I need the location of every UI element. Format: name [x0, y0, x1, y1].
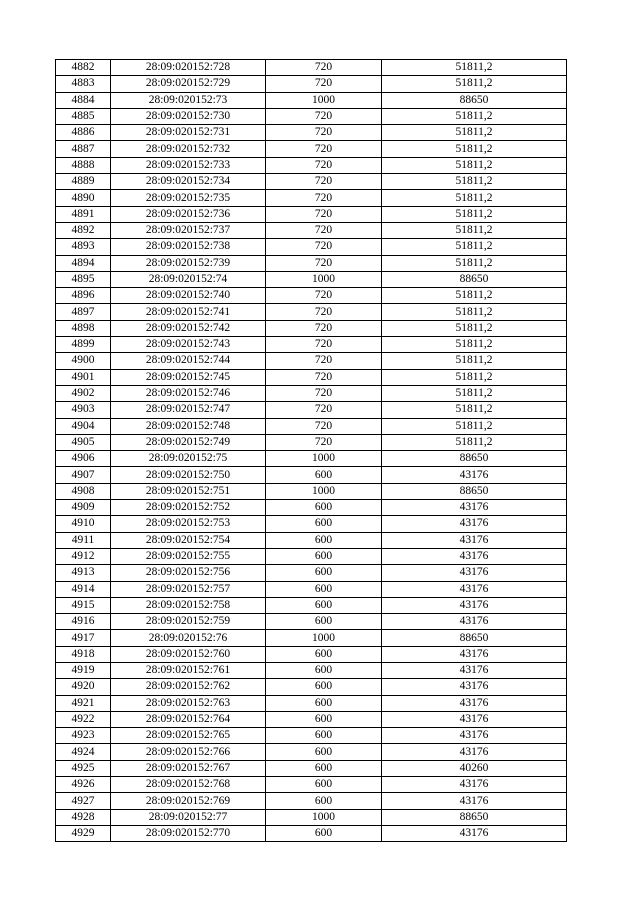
value-cell: 51811,2 [382, 418, 567, 434]
row-number-cell: 4891 [56, 206, 111, 222]
cadastral-number-cell: 28:09:020152:740 [111, 288, 266, 304]
cadastral-number-cell: 28:09:020152:747 [111, 402, 266, 418]
table-row [56, 320, 567, 336]
value-cell: 51811,2 [382, 434, 567, 450]
row-number-cell: 4903 [56, 402, 111, 418]
value-cell: 43176 [382, 500, 567, 516]
cadastral-number-cell: 28:09:020152:756 [111, 565, 266, 581]
row-number-cell: 4890 [56, 190, 111, 206]
table-row [56, 760, 567, 776]
table-row [56, 239, 567, 255]
table-row [56, 809, 567, 825]
cadastral-number-cell: 28:09:020152:751 [111, 483, 266, 499]
area-cell: 600 [266, 825, 382, 841]
cadastral-number-cell: 28:09:020152:759 [111, 614, 266, 630]
row-number-cell: 4914 [56, 581, 111, 597]
parcel-table [55, 59, 567, 842]
cadastral-number-cell: 28:09:020152:742 [111, 320, 266, 336]
cadastral-number-cell: 28:09:020152:766 [111, 744, 266, 760]
row-number-cell: 4919 [56, 662, 111, 678]
table-row [56, 777, 567, 793]
cadastral-number-cell: 28:09:020152:76 [111, 630, 266, 646]
value-cell: 51811,2 [382, 190, 567, 206]
value-cell: 51811,2 [382, 157, 567, 173]
value-cell: 43176 [382, 711, 567, 727]
cadastral-number-cell: 28:09:020152:728 [111, 60, 266, 76]
area-cell: 720 [266, 157, 382, 173]
row-number-cell: 4889 [56, 174, 111, 190]
area-cell: 600 [266, 777, 382, 793]
area-cell: 600 [266, 467, 382, 483]
area-cell: 720 [266, 369, 382, 385]
cadastral-number-cell: 28:09:020152:745 [111, 369, 266, 385]
area-cell: 600 [266, 565, 382, 581]
cadastral-number-cell: 28:09:020152:734 [111, 174, 266, 190]
table-row [56, 565, 567, 581]
area-cell: 1000 [266, 483, 382, 499]
area-cell: 600 [266, 646, 382, 662]
cadastral-number-cell: 28:09:020152:733 [111, 157, 266, 173]
table-row [56, 125, 567, 141]
table-row [56, 679, 567, 695]
cadastral-number-cell: 28:09:020152:757 [111, 581, 266, 597]
area-cell: 720 [266, 141, 382, 157]
cadastral-number-cell: 28:09:020152:77 [111, 809, 266, 825]
area-cell: 600 [266, 711, 382, 727]
table-row [56, 467, 567, 483]
value-cell: 88650 [382, 630, 567, 646]
row-number-cell: 4922 [56, 711, 111, 727]
table-row [56, 711, 567, 727]
row-number-cell: 4887 [56, 141, 111, 157]
row-number-cell: 4888 [56, 157, 111, 173]
row-number-cell: 4921 [56, 695, 111, 711]
area-cell: 600 [266, 793, 382, 809]
value-cell: 51811,2 [382, 60, 567, 76]
row-number-cell: 4928 [56, 809, 111, 825]
table-row [56, 597, 567, 613]
value-cell: 51811,2 [382, 125, 567, 141]
cadastral-number-cell: 28:09:020152:741 [111, 304, 266, 320]
area-cell: 1000 [266, 630, 382, 646]
row-number-cell: 4901 [56, 369, 111, 385]
row-number-cell: 4912 [56, 548, 111, 564]
row-number-cell: 4882 [56, 60, 111, 76]
area-cell: 600 [266, 679, 382, 695]
area-cell: 600 [266, 597, 382, 613]
value-cell: 51811,2 [382, 206, 567, 222]
area-cell: 720 [266, 239, 382, 255]
table-row [56, 548, 567, 564]
area-cell: 720 [266, 190, 382, 206]
value-cell: 43176 [382, 516, 567, 532]
row-number-cell: 4896 [56, 288, 111, 304]
area-cell: 720 [266, 320, 382, 336]
row-number-cell: 4924 [56, 744, 111, 760]
row-number-cell: 4908 [56, 483, 111, 499]
cadastral-number-cell: 28:09:020152:74 [111, 271, 266, 287]
table-row [56, 76, 567, 92]
table-row [56, 255, 567, 271]
value-cell: 88650 [382, 271, 567, 287]
value-cell: 51811,2 [382, 174, 567, 190]
area-cell: 720 [266, 304, 382, 320]
table-row [56, 646, 567, 662]
row-number-cell: 4904 [56, 418, 111, 434]
area-cell: 1000 [266, 271, 382, 287]
table-row [56, 793, 567, 809]
value-cell: 43176 [382, 548, 567, 564]
row-number-cell: 4929 [56, 825, 111, 841]
table-row [56, 288, 567, 304]
cadastral-number-cell: 28:09:020152:750 [111, 467, 266, 483]
cadastral-number-cell: 28:09:020152:744 [111, 353, 266, 369]
table-row [56, 532, 567, 548]
value-cell: 51811,2 [382, 337, 567, 353]
value-cell: 51811,2 [382, 402, 567, 418]
value-cell: 51811,2 [382, 369, 567, 385]
row-number-cell: 4897 [56, 304, 111, 320]
row-number-cell: 4898 [56, 320, 111, 336]
table-row [56, 141, 567, 157]
cadastral-number-cell: 28:09:020152:731 [111, 125, 266, 141]
area-cell: 600 [266, 532, 382, 548]
area-cell: 720 [266, 108, 382, 124]
value-cell: 43176 [382, 695, 567, 711]
table-row [56, 157, 567, 173]
table-row [56, 369, 567, 385]
area-cell: 720 [266, 206, 382, 222]
value-cell: 51811,2 [382, 353, 567, 369]
value-cell: 43176 [382, 662, 567, 678]
cadastral-number-cell: 28:09:020152:754 [111, 532, 266, 548]
row-number-cell: 4910 [56, 516, 111, 532]
row-number-cell: 4892 [56, 222, 111, 238]
table-row [56, 630, 567, 646]
value-cell: 43176 [382, 614, 567, 630]
table-row [56, 108, 567, 124]
area-cell: 720 [266, 288, 382, 304]
row-number-cell: 4899 [56, 337, 111, 353]
area-cell: 720 [266, 255, 382, 271]
row-number-cell: 4917 [56, 630, 111, 646]
area-cell: 600 [266, 581, 382, 597]
table-row [56, 304, 567, 320]
value-cell: 88650 [382, 483, 567, 499]
value-cell: 43176 [382, 581, 567, 597]
cadastral-number-cell: 28:09:020152:765 [111, 728, 266, 744]
table-row [56, 190, 567, 206]
value-cell: 51811,2 [382, 385, 567, 401]
value-cell: 43176 [382, 744, 567, 760]
value-cell: 43176 [382, 646, 567, 662]
area-cell: 600 [266, 516, 382, 532]
row-number-cell: 4894 [56, 255, 111, 271]
cadastral-number-cell: 28:09:020152:748 [111, 418, 266, 434]
cadastral-number-cell: 28:09:020152:737 [111, 222, 266, 238]
value-cell: 51811,2 [382, 288, 567, 304]
value-cell: 43176 [382, 467, 567, 483]
cadastral-number-cell: 28:09:020152:738 [111, 239, 266, 255]
cadastral-number-cell: 28:09:020152:769 [111, 793, 266, 809]
area-cell: 1000 [266, 809, 382, 825]
area-cell: 720 [266, 174, 382, 190]
table-row [56, 451, 567, 467]
value-cell: 51811,2 [382, 222, 567, 238]
table-row [56, 614, 567, 630]
row-number-cell: 4916 [56, 614, 111, 630]
row-number-cell: 4883 [56, 76, 111, 92]
area-cell: 600 [266, 662, 382, 678]
value-cell: 88650 [382, 92, 567, 108]
area-cell: 600 [266, 500, 382, 516]
area-cell: 720 [266, 76, 382, 92]
cadastral-number-cell: 28:09:020152:770 [111, 825, 266, 841]
area-cell: 1000 [266, 92, 382, 108]
area-cell: 600 [266, 548, 382, 564]
value-cell: 51811,2 [382, 320, 567, 336]
table-row [56, 60, 567, 76]
table-row [56, 222, 567, 238]
area-cell: 720 [266, 337, 382, 353]
row-number-cell: 4911 [56, 532, 111, 548]
table-row [56, 418, 567, 434]
value-cell: 51811,2 [382, 108, 567, 124]
area-cell: 720 [266, 385, 382, 401]
area-cell: 600 [266, 744, 382, 760]
row-number-cell: 4895 [56, 271, 111, 287]
table-row [56, 434, 567, 450]
cadastral-number-cell: 28:09:020152:746 [111, 385, 266, 401]
value-cell: 43176 [382, 565, 567, 581]
area-cell: 600 [266, 728, 382, 744]
row-number-cell: 4884 [56, 92, 111, 108]
table-row [56, 483, 567, 499]
cadastral-number-cell: 28:09:020152:753 [111, 516, 266, 532]
value-cell: 43176 [382, 825, 567, 841]
table-row [56, 695, 567, 711]
table-row [56, 206, 567, 222]
cadastral-number-cell: 28:09:020152:762 [111, 679, 266, 695]
cadastral-number-cell: 28:09:020152:761 [111, 662, 266, 678]
value-cell: 51811,2 [382, 255, 567, 271]
value-cell: 51811,2 [382, 141, 567, 157]
cadastral-number-cell: 28:09:020152:75 [111, 451, 266, 467]
cadastral-number-cell: 28:09:020152:764 [111, 711, 266, 727]
cadastral-number-cell: 28:09:020152:735 [111, 190, 266, 206]
cadastral-number-cell: 28:09:020152:768 [111, 777, 266, 793]
table-row [56, 728, 567, 744]
table-row [56, 174, 567, 190]
area-cell: 720 [266, 434, 382, 450]
value-cell: 43176 [382, 793, 567, 809]
row-number-cell: 4886 [56, 125, 111, 141]
table-row [56, 825, 567, 841]
area-cell: 720 [266, 353, 382, 369]
parcel-table-body [56, 60, 567, 842]
cadastral-number-cell: 28:09:020152:729 [111, 76, 266, 92]
value-cell: 51811,2 [382, 304, 567, 320]
value-cell: 51811,2 [382, 239, 567, 255]
cadastral-number-cell: 28:09:020152:73 [111, 92, 266, 108]
cadastral-number-cell: 28:09:020152:755 [111, 548, 266, 564]
value-cell: 43176 [382, 679, 567, 695]
value-cell: 51811,2 [382, 76, 567, 92]
row-number-cell: 4906 [56, 451, 111, 467]
table-row [56, 516, 567, 532]
row-number-cell: 4927 [56, 793, 111, 809]
row-number-cell: 4925 [56, 760, 111, 776]
area-cell: 600 [266, 695, 382, 711]
area-cell: 720 [266, 125, 382, 141]
cadastral-number-cell: 28:09:020152:767 [111, 760, 266, 776]
row-number-cell: 4900 [56, 353, 111, 369]
table-row [56, 353, 567, 369]
row-number-cell: 4905 [56, 434, 111, 450]
area-cell: 600 [266, 614, 382, 630]
row-number-cell: 4918 [56, 646, 111, 662]
row-number-cell: 4920 [56, 679, 111, 695]
value-cell: 43176 [382, 597, 567, 613]
cadastral-number-cell: 28:09:020152:739 [111, 255, 266, 271]
table-row [56, 581, 567, 597]
table-row [56, 500, 567, 516]
value-cell: 43176 [382, 532, 567, 548]
area-cell: 720 [266, 222, 382, 238]
area-cell: 720 [266, 60, 382, 76]
table-row [56, 402, 567, 418]
row-number-cell: 4926 [56, 777, 111, 793]
cadastral-number-cell: 28:09:020152:730 [111, 108, 266, 124]
row-number-cell: 4923 [56, 728, 111, 744]
cadastral-number-cell: 28:09:020152:743 [111, 337, 266, 353]
row-number-cell: 4915 [56, 597, 111, 613]
table-row [56, 385, 567, 401]
cadastral-number-cell: 28:09:020152:763 [111, 695, 266, 711]
value-cell: 40260 [382, 760, 567, 776]
table-row [56, 92, 567, 108]
value-cell: 88650 [382, 451, 567, 467]
cadastral-number-cell: 28:09:020152:732 [111, 141, 266, 157]
table-row [56, 662, 567, 678]
row-number-cell: 4913 [56, 565, 111, 581]
row-number-cell: 4907 [56, 467, 111, 483]
area-cell: 600 [266, 760, 382, 776]
table-row [56, 271, 567, 287]
cadastral-number-cell: 28:09:020152:749 [111, 434, 266, 450]
area-cell: 720 [266, 418, 382, 434]
area-cell: 1000 [266, 451, 382, 467]
cadastral-number-cell: 28:09:020152:760 [111, 646, 266, 662]
row-number-cell: 4902 [56, 385, 111, 401]
cadastral-number-cell: 28:09:020152:736 [111, 206, 266, 222]
cadastral-number-cell: 28:09:020152:752 [111, 500, 266, 516]
cadastral-number-cell: 28:09:020152:758 [111, 597, 266, 613]
table-row [56, 337, 567, 353]
area-cell: 720 [266, 402, 382, 418]
value-cell: 43176 [382, 777, 567, 793]
table-row [56, 744, 567, 760]
row-number-cell: 4909 [56, 500, 111, 516]
value-cell: 88650 [382, 809, 567, 825]
row-number-cell: 4893 [56, 239, 111, 255]
value-cell: 43176 [382, 728, 567, 744]
row-number-cell: 4885 [56, 108, 111, 124]
